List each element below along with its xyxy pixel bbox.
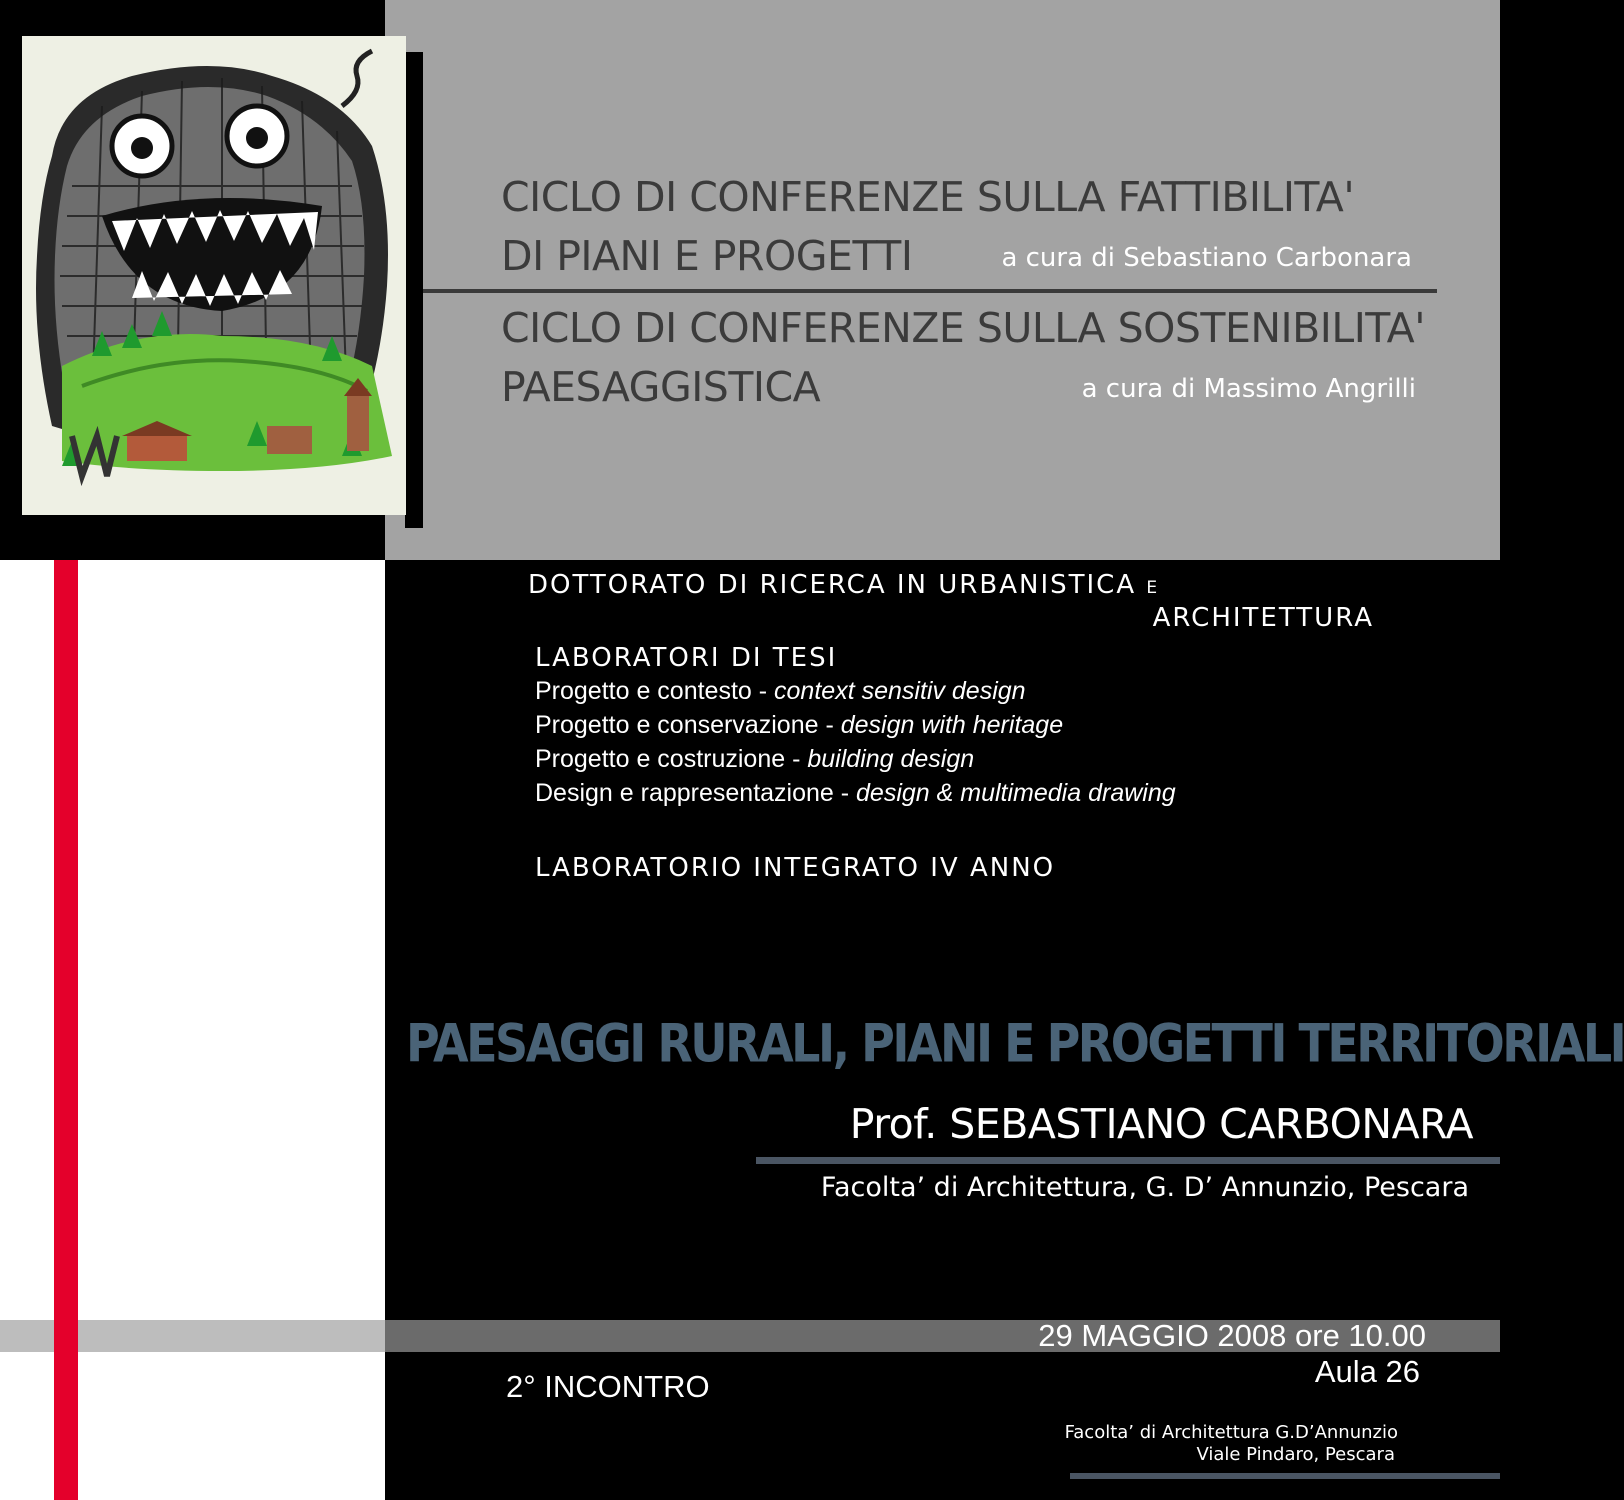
doctorate-label: DOTTORATO DI RICERCA IN URBANISTICA [528, 570, 1137, 600]
lab-item [535, 677, 1026, 706]
lab-item [535, 779, 1176, 808]
speaker-name: Prof. SEBASTIANO CARBONARA [849, 1100, 1473, 1148]
doctorate-line1 [528, 570, 1159, 600]
lab-english: building design [807, 745, 975, 773]
lab-english: context sensitiv design [774, 677, 1026, 705]
lab-english: design & multimedia drawing [856, 779, 1176, 807]
monster-landscape-illustration-icon [22, 36, 406, 515]
series1-title-line1: CICLO DI CONFERENZE SULLA FATTIBILITA' [501, 173, 1355, 221]
meeting-number: 2° INCONTRO [506, 1369, 710, 1404]
series2-title-line1: CICLO DI CONFERENZE SULLA SOSTENIBILITA' [501, 304, 1425, 352]
lab-name: Progetto e contesto - [535, 677, 775, 705]
series2-curator: a cura di Massimo Angrilli [1081, 374, 1416, 404]
series2-title-line2: PAESAGGISTICA [501, 363, 821, 411]
doctorate-line2: ARCHITETTURA [1152, 603, 1374, 633]
lab-item [535, 745, 974, 774]
footer-underline [1070, 1473, 1500, 1479]
event-date: 29 MAGGIO 2008 ore 10.00 [1038, 1318, 1426, 1353]
artwork-image [22, 36, 406, 515]
red-stripe [54, 560, 78, 1500]
lab-name: Progetto e costruzione - [535, 745, 808, 773]
venue-line2: Viale Pindaro, Pescara [1196, 1444, 1395, 1465]
event-title: PAESAGGI RURALI, PIANI E PROGETTI TERRITORIALI [406, 1012, 1624, 1075]
speaker-affiliation: Facolta’ di Architettura, G. D’ Annunzio, Pescara [820, 1172, 1469, 1203]
venue-line1: Facolta’ di Architettura G.D’Annunzio [1064, 1422, 1398, 1443]
series1-curator: a cura di Sebastiano Carbonara [1001, 243, 1412, 273]
header-panel [385, 0, 1500, 560]
lab-name: Progetto e conservazione - [535, 711, 841, 739]
labs-heading: LABORATORI DI TESI [535, 643, 838, 673]
artwork-shadow [405, 52, 423, 528]
event-room: Aula 26 [1314, 1354, 1420, 1389]
lab-name: Design e rappresentazione - [535, 779, 857, 807]
header-divider [423, 289, 1437, 293]
integrated-lab: LABORATORIO INTEGRATO IV ANNO [535, 853, 1056, 883]
series1-title-line2: DI PIANI E PROGETTI [501, 232, 913, 280]
lab-item [535, 711, 1063, 740]
speaker-underline [756, 1157, 1500, 1164]
lab-english: design with heritage [840, 711, 1064, 739]
doctorate-conjunction: E [1146, 578, 1160, 598]
